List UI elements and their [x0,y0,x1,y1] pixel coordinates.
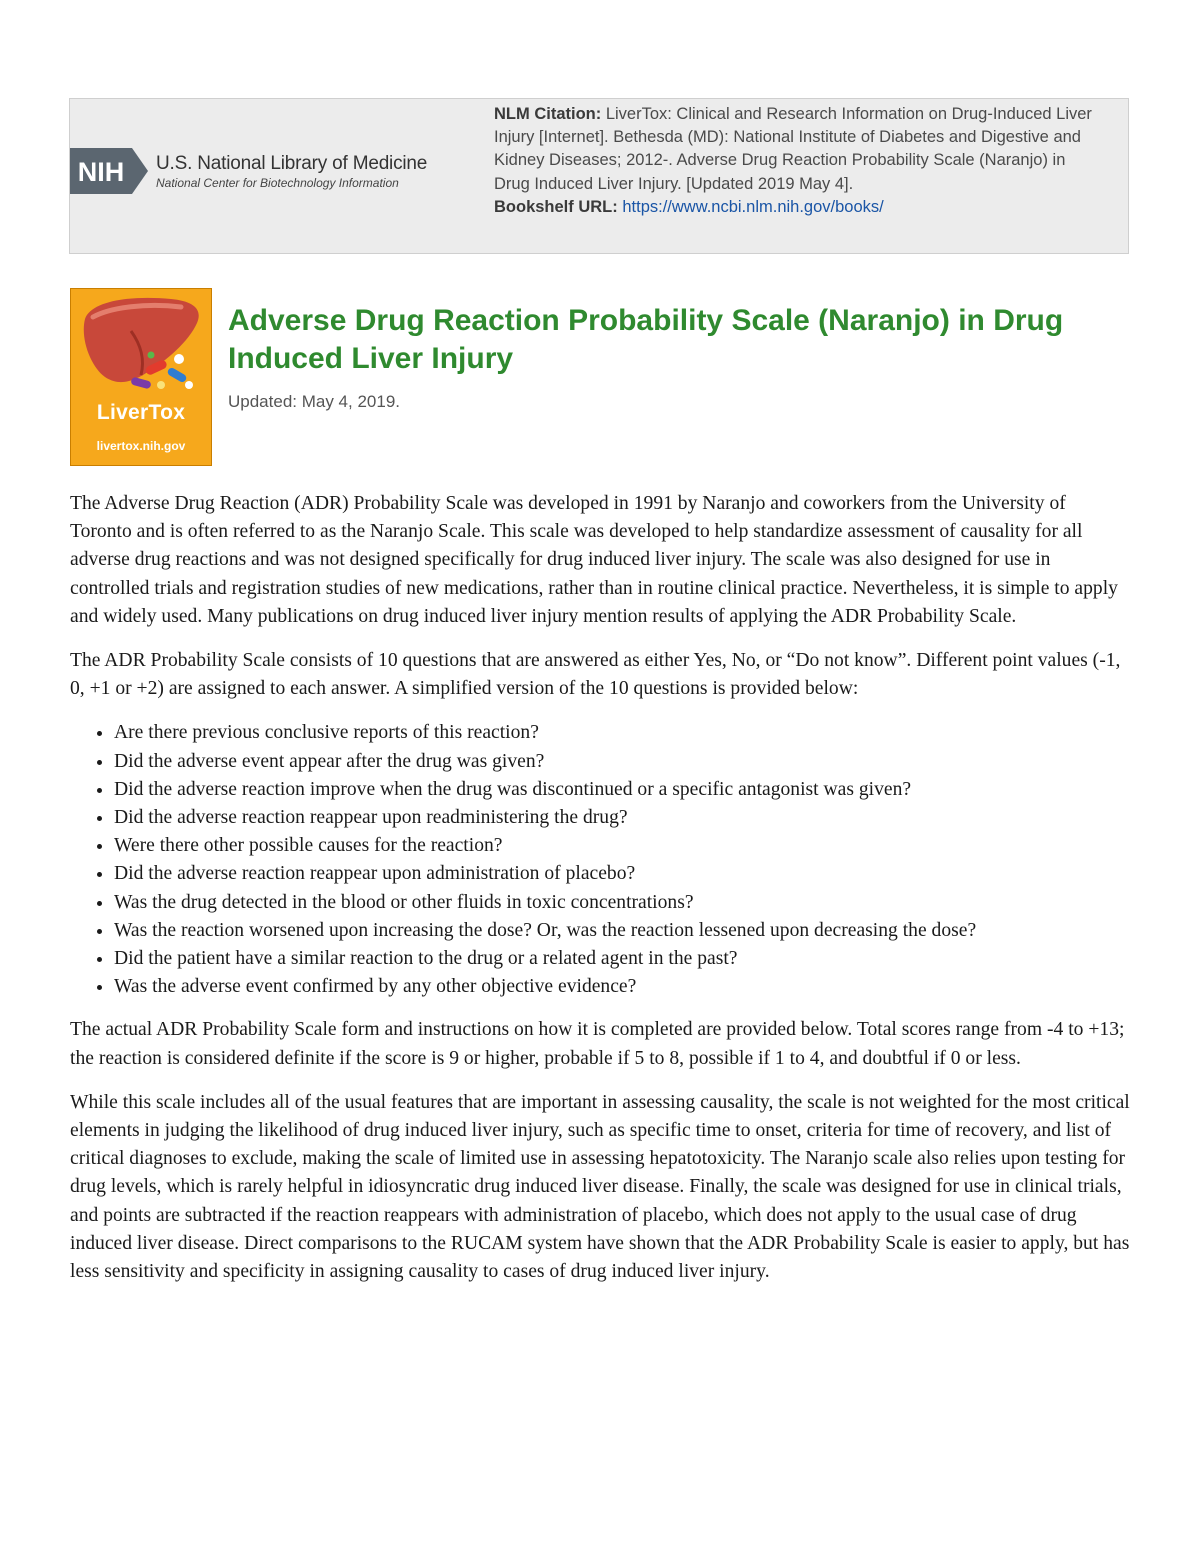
bookshelf-url-link[interactable]: https://www.ncbi.nlm.nih.gov/books/ [622,197,884,216]
question-list [70,719,1132,1001]
nlm-logo[interactable] [70,148,427,194]
livertox-site: livertox.nih.gov [96,439,186,453]
list-item: • Did the adverse reaction reappear upon administration of placebo? [114,860,1132,888]
list-item: • Did the adverse reaction reappear upon readministering the drug? [114,804,1132,832]
list-item: • Did the patient have a similar reaction to the drug or a related agent in the past? [114,945,1132,973]
list-item: • Were there other possible causes for the reaction? [114,832,1132,860]
list-item: • Was the drug detected in the blood or other fluids in toxic concentrations? [114,889,1132,917]
paragraph-3: The actual ADR Probability Scale form and instructions on how it is completed are provided below. Total scores range from -4 to +13; the reaction is considered definite if the score is 9 or higher, probable if 5 to 8, possible if 1 to 4, and doubtful if 0 or less. [70,1019,1125,1069]
list-item: • Was the adverse event confirmed by any other objective evidence? [114,973,1132,1001]
paragraph-2: The ADR Probability Scale consists of 10 questions that are answered as either Yes, No, or “Do not know”. Different point values (-1, 0, +1 or +2) are assigned to each answer. A simplified version of the 10 questions is provided below: [70,650,1121,700]
nih-label: NIH [77,157,125,187]
list-item: • Was the reaction worsened upon increasing the dose? Or, was the reaction lessened upon decreasing the dose? [114,917,1132,945]
page-title: Adverse Drug Reaction Probability Scale (Naranjo) in Drug Induced Liver Injury [228,304,1064,375]
citation-body: LiverTox: Clinical and Research Information on Drug-Induced Liver Injury [Internet]. Bethesda (MD): National Institute of Diabetes and Digestive and Kidney Diseases; 2012-. Adverse Drug Reaction Probability Scale (Naranjo) in Drug Induced Liver Injury. [Updated 2019 May 4]. [494,105,1092,193]
org-subtitle: National Center for Biotechnology Information [156,175,399,190]
updated-date: Updated: May 4, 2019. [228,392,401,411]
nih-logo-icon [70,148,148,194]
citation-box [69,98,1129,254]
paragraph-1: The Adverse Drug Reaction (ADR) Probability Scale was developed in 1991 by Naranjo and coworkers from the University of Toronto and is often referred to as the Naranjo Scale. This scale was developed to help standardize assessment of causality for all adverse drug reactions and was not designed specifically for drug induced liver injury. The scale was also designed for use in controlled trials and registration studies of new medications, rather than in routine clinical practice. Nevertheless, it is simple to apply and widely used. Many publications on drug induced liver injury mention results of applying the ADR Probability Scale. [70,493,1118,627]
article-body [70,490,1132,1302]
org-name: U.S. National Library of Medicine [156,152,428,174]
paragraph-4: While this scale includes all of the usual features that are important in assessing causality, the scale is not weighted for the most critical elements in judging the likelihood of drug induced liver injury, such as specific time to onset, criteria for time of recovery, and list of critical diagnoses to exclude, making the scale of limited use in assessing hepatotoxicity. The Naranjo scale also relies upon testing for drug levels, which is rarely helpful in idiosyncratic drug induced liver disease. Finally, the scale was designed for use in clinical trials, and points are subtracted if the reaction reappears with administration of placebo, which does not apply to the usual case of drug induced liver disease. Direct comparisons to the RUCAM system have shown that the ADR Probability Scale is easier to apply, but has less sensitivity and specificity in assigning causality to cases of drug induced liver injury. [70,1091,1130,1283]
citation-text [494,103,1094,219]
list-item: • Did the adverse reaction improve when the drug was discontinued or a specific antagonist was given? [114,776,1132,804]
livertox-brand: LiverTox [96,401,186,424]
livertox-logo [70,288,212,466]
list-item: • Did the adverse event appear after the drug was given? [114,748,1132,776]
list-item: • Are there previous conclusive reports of this reaction? [114,719,1132,747]
citation-label: NLM Citation: [494,105,602,123]
bookshelf-url-label: Bookshelf URL: [494,197,618,216]
